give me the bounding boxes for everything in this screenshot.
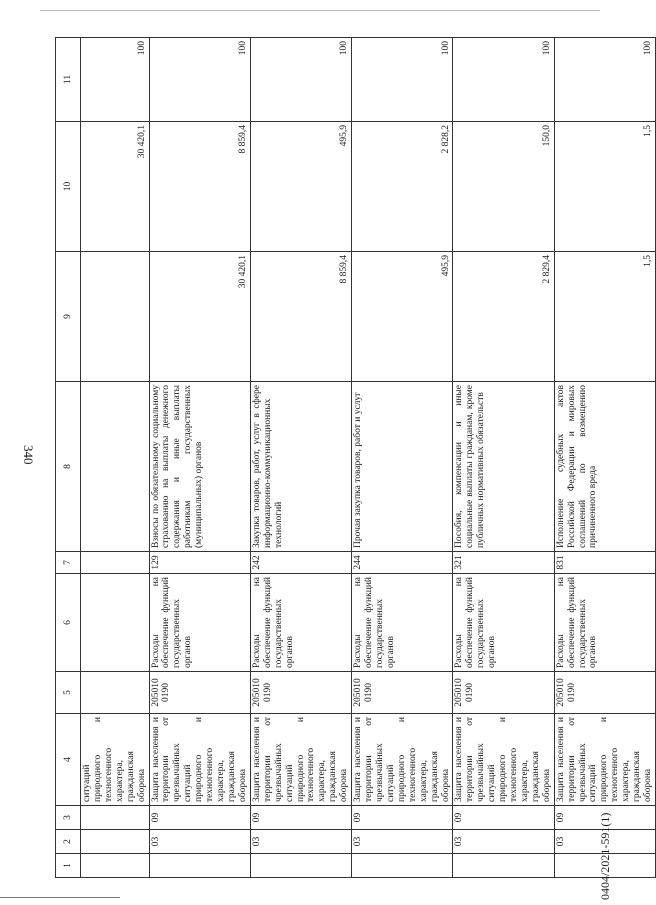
target-code-cell: 205010 0190 (149, 672, 250, 714)
scan-artifact-line (40, 10, 600, 11)
expense-type-cell: 129 (149, 552, 250, 574)
amount-cell: 30 420,1 (81, 122, 150, 252)
target-name-cell: Расходы на обеспечение функций государственных органов (352, 574, 453, 672)
table-row (554, 38, 655, 878)
section-name-cell: Защита населения и территории от чрезвычайных ситуаций природного и техногенного характера, гражданская оборона (453, 714, 554, 806)
table-row (250, 38, 351, 878)
amount-cell: 1,5 (554, 122, 655, 252)
amount-cell: 2 828,2 (352, 122, 453, 252)
target-name-cell: Расходы на обеспечение функций государственных органов (453, 574, 554, 672)
target-name-cell: Расходы на обеспечение функций государственных органов (250, 574, 351, 672)
section-name-cell: ситуаций природного и техногенного характера, гражданская оборона (81, 714, 150, 806)
header-cell: 2 (56, 830, 81, 854)
section-name-cell: Защита населения и территории от чрезвычайных ситуаций природного и техногенного характера, гражданская оборона (554, 714, 655, 806)
table-row (453, 38, 554, 878)
expense-name-cell: Закупка товаров, работ, услуг в сфере информационно-коммуникационных технологий (250, 382, 351, 552)
scan-artifact-line (0, 897, 120, 898)
subsection-code-cell: 09 (554, 806, 655, 830)
amount-cell: 495,9 (250, 122, 351, 252)
budget-table (55, 37, 656, 878)
header-cell: 5 (56, 672, 81, 714)
header-cell: 10 (56, 122, 81, 252)
percent-cell: 100 (554, 38, 655, 122)
target-code-cell: 205010 0190 (352, 672, 453, 714)
expense-name-cell: Прочая закупка товаров, работ и услуг (352, 382, 453, 552)
amount-cell: 150,0 (453, 122, 554, 252)
section-code-cell: 03 (554, 830, 655, 854)
page-number: 340 (21, 445, 36, 465)
percent-cell: 100 (81, 38, 150, 122)
header-cell: 1 (56, 854, 81, 878)
header-row (56, 38, 81, 878)
expense-name-cell: Исполнение судебных актов Российской Федерации и мировых соглашений по возмещению причиненного вреда (554, 382, 655, 552)
amount-cell (81, 252, 150, 382)
expense-type-cell: 831 (554, 552, 655, 574)
section-name-cell: Защита населения и территории от чрезвычайных ситуаций природного и техногенного характера, гражданская оборона (250, 714, 351, 806)
subsection-code-cell: 09 (250, 806, 351, 830)
header-cell: 9 (56, 252, 81, 382)
expense-name-cell: Взносы по обязательному социальному страхованию на выплаты денежного содержания и иные выплаты работникам государственных (муниципальных) органов (149, 382, 250, 552)
percent-cell: 100 (149, 38, 250, 122)
amount-cell: 8 859,4 (250, 252, 351, 382)
amount-cell: 8 859,4 (149, 122, 250, 252)
header-cell: 6 (56, 574, 81, 672)
amount-cell: 1,5 (554, 252, 655, 382)
target-code-cell: 205010 0190 (453, 672, 554, 714)
subsection-code-cell: 09 (149, 806, 250, 830)
table-row (352, 38, 453, 878)
percent-cell: 100 (352, 38, 453, 122)
expense-type-cell: 321 (453, 552, 554, 574)
percent-cell: 100 (453, 38, 554, 122)
section-name-cell: Защита населения и территории от чрезвычайных ситуаций природного и техногенного характера, гражданская оборона (149, 714, 250, 806)
section-code-cell: 03 (352, 830, 453, 854)
header-cell: 7 (56, 552, 81, 574)
percent-cell: 100 (250, 38, 351, 122)
target-name-cell: Расходы на обеспечение функций государственных органов (149, 574, 250, 672)
subsection-code-cell: 09 (352, 806, 453, 830)
target-code-cell: 205010 0190 (554, 672, 655, 714)
target-name-cell: Расходы на обеспечение функций государственных органов (554, 574, 655, 672)
header-cell: 11 (56, 38, 81, 122)
section-code-cell: 03 (250, 830, 351, 854)
target-code-cell: 205010 0190 (250, 672, 351, 714)
header-cell: 3 (56, 806, 81, 830)
section-code-cell: 03 (149, 830, 250, 854)
document-code: 0404/2021-591(1) (598, 812, 612, 900)
header-cell: 4 (56, 714, 81, 806)
amount-cell: 495,9 (352, 252, 453, 382)
expense-name-cell: Пособия, компенсации и иные социальные выплаты гражданам, кроме публичных нормативных обязательств (453, 382, 554, 552)
expense-type-cell: 242 (250, 552, 351, 574)
amount-cell: 30 420,1 (149, 252, 250, 382)
header-cell: 8 (56, 382, 81, 552)
subsection-code-cell: 09 (453, 806, 554, 830)
amount-cell: 2 829,4 (453, 252, 554, 382)
table-row (149, 38, 250, 878)
section-code-cell: 03 (453, 830, 554, 854)
table-row (81, 38, 150, 878)
expense-type-cell: 244 (352, 552, 453, 574)
section-name-cell: Защита населения и территории от чрезвычайных ситуаций природного и техногенного характера, гражданская оборона (352, 714, 453, 806)
